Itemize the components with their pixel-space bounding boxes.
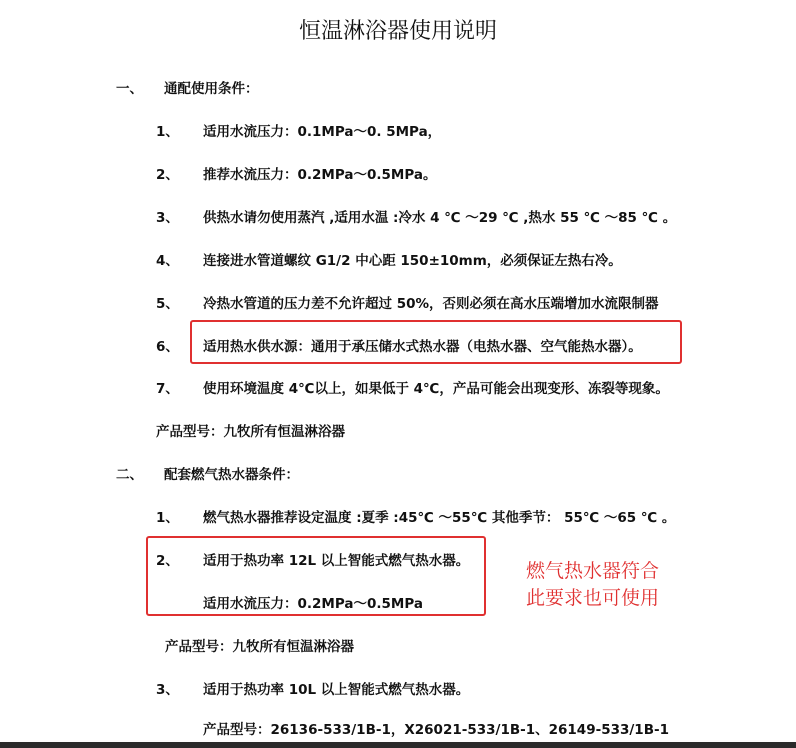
item-text: 适用于热功率 12L 以上智能式燃气热水器。 — [203, 553, 470, 569]
item-number: 6、 — [156, 339, 179, 355]
item-text: 适用热水供水源：通用于承压储水式热水器（电热水器、空气能热水器）。 — [203, 339, 642, 355]
item-subtext: 适用水流压力：0.2MPa～0.5MPa — [203, 596, 423, 612]
annotation-line1: 燃气热水器符合 — [526, 560, 660, 582]
item-text: 冷热水管道的压力差不允许超过 50%，否则必须在高水压端增加水流限制器 — [203, 296, 659, 312]
item-text: 使用环境温度 4℃以上，如果低于 4℃，产品可能会出现变形、冻裂等现象。 — [203, 381, 669, 397]
section2-number: 二、 — [116, 467, 143, 483]
product-model: 产品型号：九牧所有恒温淋浴器 — [156, 424, 345, 440]
item-number: 1、 — [156, 510, 179, 526]
item-number: 1、 — [156, 124, 179, 140]
section1-number: 一、 — [116, 81, 143, 97]
page-title: 恒温淋浴器使用说明 — [298, 19, 497, 44]
item-number: 4、 — [156, 253, 179, 269]
item-text: 连接进水管道螺纹 G1/2 中心距 150±10mm，必须保证左热右冷。 — [203, 253, 622, 269]
item-text: 适用水流压力：0.1MPa～0. 5MPa， — [203, 124, 442, 140]
item-text: 推荐水流压力：0.2MPa～0.5MPa。 — [203, 167, 437, 183]
item-number: 3、 — [156, 210, 179, 226]
item-text: 供热水请勿使用蒸汽 ,适用水温 :冷水 4 ℃ ～29 ℃ ,热水 55 ℃ ～85 ℃ 。 — [203, 210, 677, 226]
item-text: 燃气热水器推荐设定温度 :夏季 :45℃ ～55℃ 其他季节： 55℃ ～65 ℃ 。 — [203, 510, 676, 526]
item-number: 7、 — [156, 381, 179, 397]
item-number: 2、 — [156, 167, 179, 183]
item-number: 2、 — [156, 553, 179, 569]
annotation-line2: 此要求也可使用 — [526, 587, 660, 609]
section2-heading: 配套燃气热水器条件： — [164, 467, 299, 483]
item-text: 适用于热功率 10L 以上智能式燃气热水器。 — [203, 682, 470, 698]
item-number: 3、 — [156, 682, 179, 698]
product-model: 产品型号：26136-533/1B-1，X26021-533/1B-1、26149-533/1B-1 — [203, 722, 669, 738]
section1-heading: 通配使用条件： — [164, 81, 259, 97]
window-bottom-bar — [0, 742, 796, 748]
item-number: 5、 — [156, 296, 179, 312]
product-model: 产品型号：九牧所有恒温淋浴器 — [165, 639, 354, 655]
